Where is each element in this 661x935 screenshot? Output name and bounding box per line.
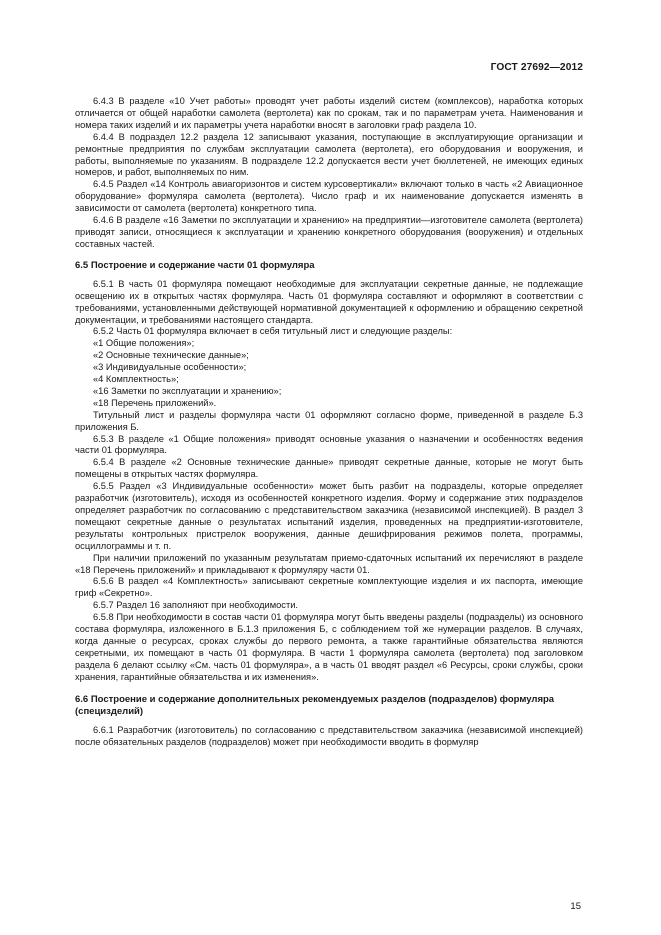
paragraph-6-5-3: 6.5.3 В разделе «1 Общие положения» приводят основные указания о назначении и особенностях ведения части 01 формуляра. (75, 433, 583, 456)
list-item: «3 Индивидуальные особенности»; (93, 362, 247, 373)
paragraph-6-5-1: 6.5.1 В часть 01 формуляра помещают необходимые для эксплуатации секретные данные, не подлежащие освещению их в открытых частях формуляра. Часть 01 формуляра составляют и оформляют в соответствии с требованиями, установленными действующей нормативной документацией к оформлению и обращению секретной документации, и требованиями настоящего стандарта. (75, 278, 583, 325)
document-code: ГОСТ 27692—2012 (490, 62, 583, 73)
list-item: «16 Заметки по эксплуатации и хранению»; (93, 385, 282, 396)
paragraph-6-5-6: 6.5.6 В раздел «4 Комплектность» записывают секретные комплектующие изделия и их паспорта, имеющие гриф «Секретно». (75, 576, 583, 599)
document-body (75, 96, 583, 748)
paragraph-6-5-2: 6.5.2 Часть 01 формуляра включает в себя титульный лист и следующие разделы: (93, 326, 453, 337)
paragraph-6-4-6: 6.4.6 В разделе «16 Заметки по эксплуатации и хранению» на предприятии—изготовителе самолета (вертолета) приводят записи, относящиеся к эксплуатации и хранению конкретного оборудования (вооружения) и отдельных составных частей. (75, 215, 583, 249)
paragraph-6-5-4: 6.5.4 В разделе «2 Основные технические данные» приводят секретные данные, которые не могут быть помещены в открытых частях формуляра. (75, 457, 583, 480)
section-heading-6-5: 6.5 Построение и содержание части 01 формуляра (75, 259, 315, 271)
paragraph-6-4-4: 6.4.4 В подраздел 12.2 раздела 12 записывают указания, поступающие в эксплуатирующие организации и ремонтные предприятия по службам эксплуатации самолета (вертолета), его оборудования и вооружения, и работы, выполняемые по указаниям. В подразделе 12.2 допускается вести учет бюллетеней, не имеющих единых номеров, и работ, выполняемых по ним. (75, 131, 583, 178)
paragraph-6-5-8: 6.5.8 При необходимости в состав части 01 формуляра могут быть введены разделы (подразделы) из основного состава формуляра, изложенного в Б.1.3 приложения Б, с соблюдением той же нумерации разделов. В случаях, когда данные о ресурсах, сроках службы до первого ремонта, а также гарантийные обязательства являются секретными, их помещают в часть 01 формуляра. В части 1 формуляра самолета (вертолета) под заголовком раздела 6 делают ссылку «См. часть 01 формуляра», а в часть 01 вводят раздел «6 Ресурсы, сроки службы, сроки хранения, гарантийные обязательства и их изменения». (75, 612, 583, 682)
list-item: «18 Перечень приложений». (93, 397, 217, 408)
section-heading-6-6: 6.6 Построение и содержание дополнительных рекомендуемых разделов (подразделов) формуляра (специзделий) (75, 693, 555, 717)
paragraph-attachments: При наличии приложений по указанным результатам приемо-сдаточных испытаний их перечисляют в разделе «18 Перечень приложений» и прикладывают к формуляру части 01. (75, 552, 583, 575)
list-item: «1 Общие положения»; (93, 338, 195, 349)
paragraph-6-4-3: 6.4.3 В разделе «10 Учет работы» проводят учет работы изделий систем (комплексов), наработка которых отличается от общей наработки самолета (вертолета) как по срокам, так и по параметрам учета. Наименования и номера таких изделий и их параметры учета наработки вносят в заголовки граф раздела 10. (75, 96, 583, 130)
list-item: «2 Основные технические данные»; (93, 350, 249, 361)
paragraph-6-5-7: 6.5.7 Раздел 16 заполняют при необходимости. (93, 600, 298, 611)
paragraph-6-5-5: 6.5.5 Раздел «3 Индивидуальные особенности» может быть разбит на подразделы, которые определяет разработчик (изготовитель), исходя из особенностей конкретного изделия. Форму и содержание этих подразделов определяет разработчик по согласованию с представительством заказчика (независимой инспекцией). В раздел 3 помещают секретные данные о результатах испытаний изделия, проведенных на предприятии-изготовителе, результаты контрольных пристрелок вооружения, данные дешифрирования режимов полета, программы, осциллограммы и т. п. (75, 481, 583, 551)
paragraph-title-page: Титульный лист и разделы формуляра части 01 оформляют согласно форме, приведенной в разделе Б.3 приложения Б. (75, 409, 583, 432)
paragraph-6-6-1: 6.6.1 Разработчик (изготовитель) по согласованию с представительством заказчика (независимой инспекцией) после обязательных разделов (подразделов) может при необходимости вводить в формуляр (75, 724, 583, 747)
paragraph-6-4-5: 6.4.5 Раздел «14 Контроль авиагоризонтов и систем курсовертикали» включают только в часть «2 Авиационное оборудование» формуляра самолета (вертолета). Число граф и их наименование допускается изменять в зависимости от самолета (вертолета) конкретного типа. (75, 179, 583, 214)
list-item: «4 Комплектность»; (93, 374, 179, 385)
page-number: 15 (570, 901, 581, 912)
